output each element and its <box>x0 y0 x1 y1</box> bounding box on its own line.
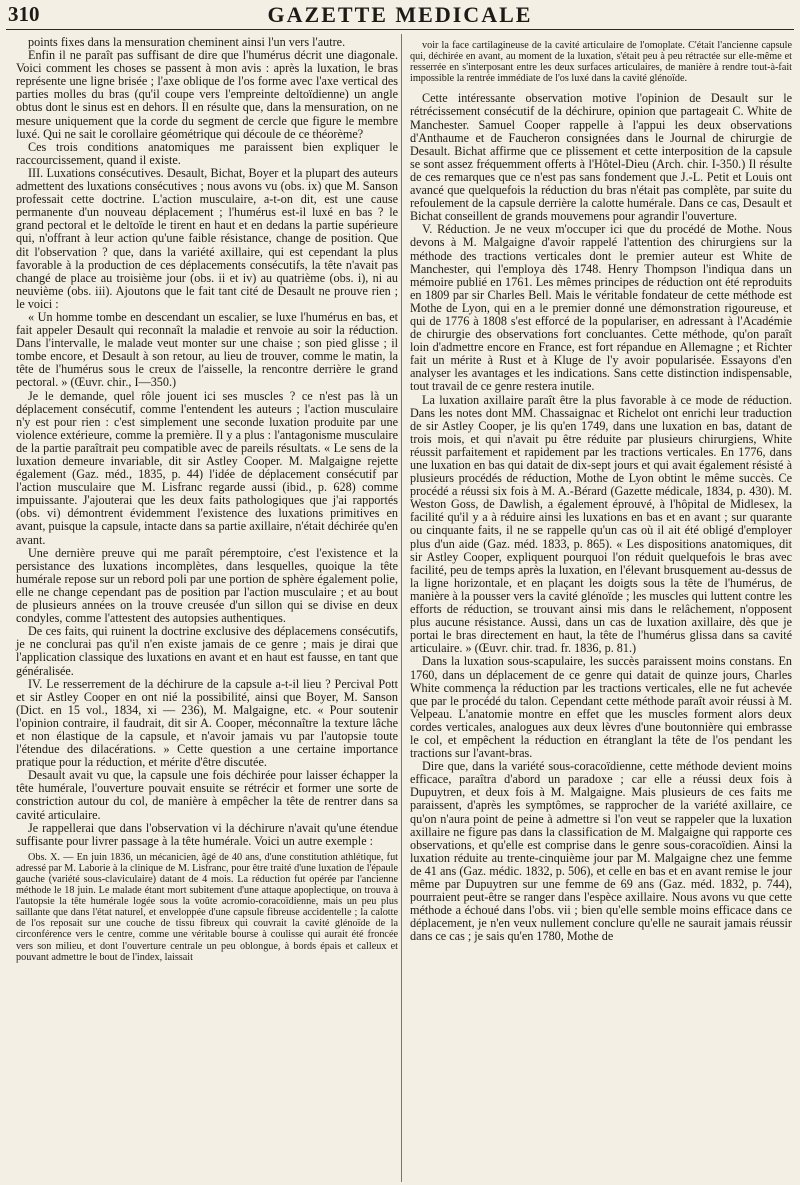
paragraph: Dans la luxation sous-scapulaire, les succès paraissent moins constans. En 1760, dans un déplacement de ce genre qui datait de quinze jours, Charles White commença la réduction par les tractions verticales, elle ne fut achevée que par le procédé du talon. Cependant cette méthode paraît avoir réussi à M. Velpeau. L'anatomie montre en effet que les muscles forment alors deux cordes verticales, analogues aux deux lèvres d'une boutonnière qui embrasse le col, et empêchent la réduction en étranglant la tête de l'os pendant les tractions sur l'avant-bras. <box>410 654 792 761</box>
paragraph: Je le demande, quel rôle jouent ici ses muscles ? ce n'est pas là un déplacement consécutif, comme l'entendent les auteurs ; l'action musculaire n'y est pour rien : c'est simplement une seconde luxation produite par une violence extérieure, comme la première. Il y a plus : l'antagonisme musculaire de la partie paraîtrait peu compatible avec de pareils résultats. « Le sens de la luxation demeure invariable, dit sir Astley Cooper. M. Malgaigne rejette également (Gaz. méd., 1835, p. 44) l'idée de déplacement consécutif par l'action musculaire que M. Lisfranc regarde aussi (ibid., p. 628) comme impuissante. J'ajouterai que les deux faits pathologiques que j'ai rapportés (obs. vi) démontrent évidemment l'existence des luxations primitives en avant, puisque la capsule, intacte dans sa partie axillaire, n'était déchirée qu'en avant. <box>16 388 398 547</box>
paragraph: La luxation axillaire paraît être la plus favorable à ce mode de réduction. Dans les notes dont MM. Chassaignac et Richelot ont enrichi leur traduction de sir Astley Cooper, je lis qu'en 1749, dans une luxation en bas, datant de trois mois, et qui n'avait pu être réduite par plusieurs chirurgiens, White réussit parfaitement et rapidement par les tractions verticales. En 1776, dans une luxation en bas qui datait de dix-sept jours et qui avait également résisté à plusieurs procédés de réduction, Mothe de Lyon obtint le même succès. Ce procédé a réussi six fois à M. A.-Bérard (Gazette médicale, 1834, p. 430). M. Weston Goss, de Dawlish, a également éprouvé, à l'hôpital de Midlesex, la facilité qu'il y a à réduire ainsi les luxations en bas et en avant ; sur quarante ou cinquante faits, il ne se rappelle qu'un cas où il ait été obligé d'employer plus d'un aide (Gaz. méd. 1833, p. 865). « Les dispositions anatomiques, dit sir Astley Cooper, expliquent pourquoi l'on réduit quelquefois le bras avec facilité, peu de temps après la luxation, en l'élevant brusquement au-dessus de la ligne horizontale, et en plaçant les doigts sous la tête de l'humérus, de manière à la pousser vers la cavité glénoïde ; les muscles qui luttent contre les efforts de réduction, se trouvant ainsi mis dans le relâchement, n'opposent plus aucune résistance. Aussi, dans un cas de luxation axillaire, dès que je portai le bras directement en haut, la tête de l'humérus glissa dans sa cavité articulaire. » (Œuvr. chir. trad. fr. 1836, p. 81.) <box>410 392 792 656</box>
paragraph: Une dernière preuve qui me paraît péremptoire, c'est l'existence et la persistance des luxations incomplètes, dans lesquelles, quoique la tête humérale repose sur un rebord poli par une portion de sphère également polie, elle ne change cependant pas de position par l'action musculaire ; et au bout de plusieurs années on la trouve creusée d'un sillon qui se divise en deux condyles, comme l'attestent des autopsies authentiques. <box>16 545 398 626</box>
paragraph: III. Luxations consécutives. Desault, Bichat, Boyer et la plupart des auteurs admettent des luxations consécutives ; nous avons vu (obs. ix) que M. Sanson professait cette doctrine. L'action musculaire, a-t-on dit, est une cause permanente d'un nouveau déplacement ; l'humérus est-il luxé en bas ? le grand pectoral et le deltoïde le tirent en haut et en dedans la partie supérieure qui, n'offrant à leur action qu'une faible résistance, change de position. Que dit l'observation ? que, dans la variété axillaire, qui est cependant la plus favorable à la production de ces déplacements consécutifs, la tête n'avait pas changé de place au troisième jour (obs. ii et iv) au quatrième (obs. i), ni au neuvième (obs. iii). Ajoutons que le fait tant cité de Desault ne prouve rien ; le voici : <box>16 165 398 311</box>
left-column <box>16 36 398 963</box>
paragraph: Ces trois conditions anatomiques me paraissent bien expliquer le raccourcissement, quand il existe. <box>16 139 398 167</box>
paragraph: Cette intéressante observation motive l'opinion de Desault sur le rétrécissement consécutif de la déchirure, opinion que partageait C. White de Manchester. Samuel Cooper rappelle à l'appui les deux observations d'Anthaume et de Faucheron consignées dans le Journal de chirurgie de Desault. Bichat affirme que ce plissement et cette interposition de la capsule se sont assez fréquemment offerts à l'Hôtel-Dieu (Arch. chir. I-350.) Il résulte de ces remarques que ce n'est pas sans fondement que J.-L. Petit et Louis ont avancé que quelquefois la réduction du bras n'était pas complète, par suite du refoulement de la capsule derrière la calotte humérale. Dans ce cas, Desault et Bichat conseillent de grands mouvemens pour agrandir l'ouverture. <box>410 91 792 224</box>
paragraph: Je rappellerai que dans l'observation vi la déchirure n'avait qu'une étendue suffisante pour livrer passage à la tête humérale. Voici un autre exemple : <box>16 820 398 848</box>
paragraph: « Un homme tombe en descendant un escalier, se luxe l'humérus en bas, et fait appeler Desault qui reconnaît la maladie et renvoie au soir la réduction. Dans l'intervalle, le malade veut monter sur une chaise ; son pied glisse ; il tombe encore, et Desault à son retour, au lieu de trouver, comme le matin, la tête de l'humérus sous le creux de l'aisselle, la rencontre derrière le grand pectoral. » (Œuvr. chir., I—350.) <box>16 309 398 390</box>
page-header <box>0 0 800 30</box>
paragraph: Enfin il ne paraît pas suffisant de dire que l'humérus décrit une diagonale. Voici comment les choses se passent à mon avis : après la luxation, le bras représente une ligne brisée ; l'axe oblique de l'os forme avec l'axe vertical des parties molles du bras (qu'il coupe vers l'empreinte deltoïdienne) un angle obtus dont le sinus est en dehors. Il en résulte que, dans la mensuration, on ne mesure uniquement que la corde du segment de cercle que figure le membre luxé. Qui ne sait le corollaire géométrique qui découle de ce théorème? <box>16 48 398 141</box>
paragraph: points fixes dans la mensuration cheminent ainsi l'un vers l'autre. <box>28 35 346 49</box>
paragraph: De ces faits, qui ruinent la doctrine exclusive des déplacemens consécutifs, je ne conclurai pas qu'il n'en existe jamais de ce genre ; mais je dirai que l'application classique des luxations en avant et en haut est fausse, en tant que généralisée. <box>16 624 398 678</box>
masthead-title: GAZETTE MEDICALE <box>267 2 533 27</box>
paragraph: Desault avait vu que, la capsule une fois déchirée pour laisser échapper la tête humérale, l'ouverture pouvait ensuite se rétrécir et former une sorte de constriction autour du col, de manière à empêcher la tête de rentrer dans sa cavité articulaire. <box>16 768 398 822</box>
paragraph: IV. Le resserrement de la déchirure de la capsule a-t-il lieu ? Percival Pott et sir Astley Cooper en ont nié la possibilité, ainsi que Boyer, M. Sanson (Dict. en 15 vol., 1834, xi — 236), M. Malgaigne, etc. « Pour soutenir l'opinion contraire, il faudrait, dit sir A. Cooper, méconnaître la texture lâche et non élastique de la capsule, et n'avoir jamais vu par l'autopsie toute l'étendue des dilacérations. » Cette question a une certaine importance pratique pour la réduction, et mérite d'être discutée. <box>16 676 398 770</box>
right-column <box>410 36 792 943</box>
header-rule <box>6 29 794 30</box>
paragraph: voir la face cartilagineuse de la cavité articulaire de l'omoplate. C'était l'ancienne capsule qui, déchirée en avant, au moment de la luxation, s'était peu à peu rétractée sur elle-même et resserrée en s'interposant entre les deux surfaces articulaires, de manière à rendre tout-à-fait impossible la rentrée immédiate de l'os luxé dans la cavité glénoïde. <box>410 40 792 85</box>
column-divider <box>401 34 402 1182</box>
paragraph: V. Réduction. Je ne veux m'occuper ici que du procédé de Mothe. Nous devons à M. Malgaigne d'avoir rappelé l'attention des chirurgiens sur la méthode des tractions verticales dont le premier auteur est White de Manchester, qui l'employa dès 1748. Henry Thompson l'indiqua dans un mémoire publié en 1761. Les mêmes principes de réduction ont été reproduits en 1809 par sir Charles Bell. Mais le véritable fondateur de cette méthode est Mothe de Lyon, qui en a le premier donné une démonstration rigoureuse, et qui de 1776 à 1808 s'est efforcé de la populariser, en adressant à l'Académie de chirurgie des observations fort concluantes. Cette méthode, qu'on paraît loin d'admettre encore en France, est fort répandue en Allemagne ; et Richter fait un mérite à Rust et à Kluge de l'y avoir popularisée. Essayons d'en analyser les avantages et les indications. Sans cette distinction indispensable, tout travail de ce genre restera inutile. <box>410 222 792 394</box>
paragraph: Dire que, dans la variété sous-coracoïdienne, cette méthode devient moins efficace, paraîtra d'abord un paradoxe ; car elle a réussi deux fois à Dupuytren, et deux fois à M. Malgaigne. Mais plusieurs de ces faits me paraissent, d'après les symptômes, se rapprocher de la variété axillaire, ce qu'on n'aura point de peine à admettre si l'on veut se rappeler que la luxation axillaire ne figure pas dans la classification de M. Malgaigne qui rapporte ces observations, et qu'elle est comprise dans le genre sous-coracoïdien. Ainsi la luxation réduite au trente-cinquième jour par M. Malgaigne chez une femme de 41 ans (Gaz. médic. 1832, p. 506), et celle en bas et en avant remise le jour même par Dupuytren sur une femme de 69 ans (Gaz. méd. 1832, p. 744), pourraient peut-être se ranger dans l'espèce axillaire. Nous avons vu que cette méthode a échoué dans l'obs. vii ; bien qu'elle semble moins efficace dans ce déplacement, je n'en veux nullement conclure qu'elle ne saurait jamais réussir dans ce cas ; je sais qu'en 1780, Mothe de <box>410 759 792 944</box>
paragraph: Obs. X. — En juin 1836, un mécanicien, âgé de 40 ans, d'une constitution athlétique, fut adressé par M. Laborie à la clinique de M. Lisfranc, pour être traité d'une luxation de l'épaule gauche (variété sous-claviculaire) datant de 4 mois. La réduction fut opérée par l'ancienne méthode le 18 juin. Le malade étant mort subitement d'une attaque apoplectique, on trouva à l'autopsie la tête humérale logée sous la voûte acromio-coracoïdienne, mais un peu plus saillante que dans l'état naturel, et enveloppée d'une capsule fibreuse accidentelle ; la calotte de l'os reposait sur une couche de tissu fibreux qui couvrait la cavité glénoïde de la circonférence vers le centre, comme une véritable bourse à coulisse qui aurait été froncée vers son milieu, et dont l'ouverture centrale un peu oblongue, à bords épais et calleux et pouvant admettre le bout de l'index, laissait <box>16 851 398 963</box>
page-number: 310 <box>8 2 40 26</box>
